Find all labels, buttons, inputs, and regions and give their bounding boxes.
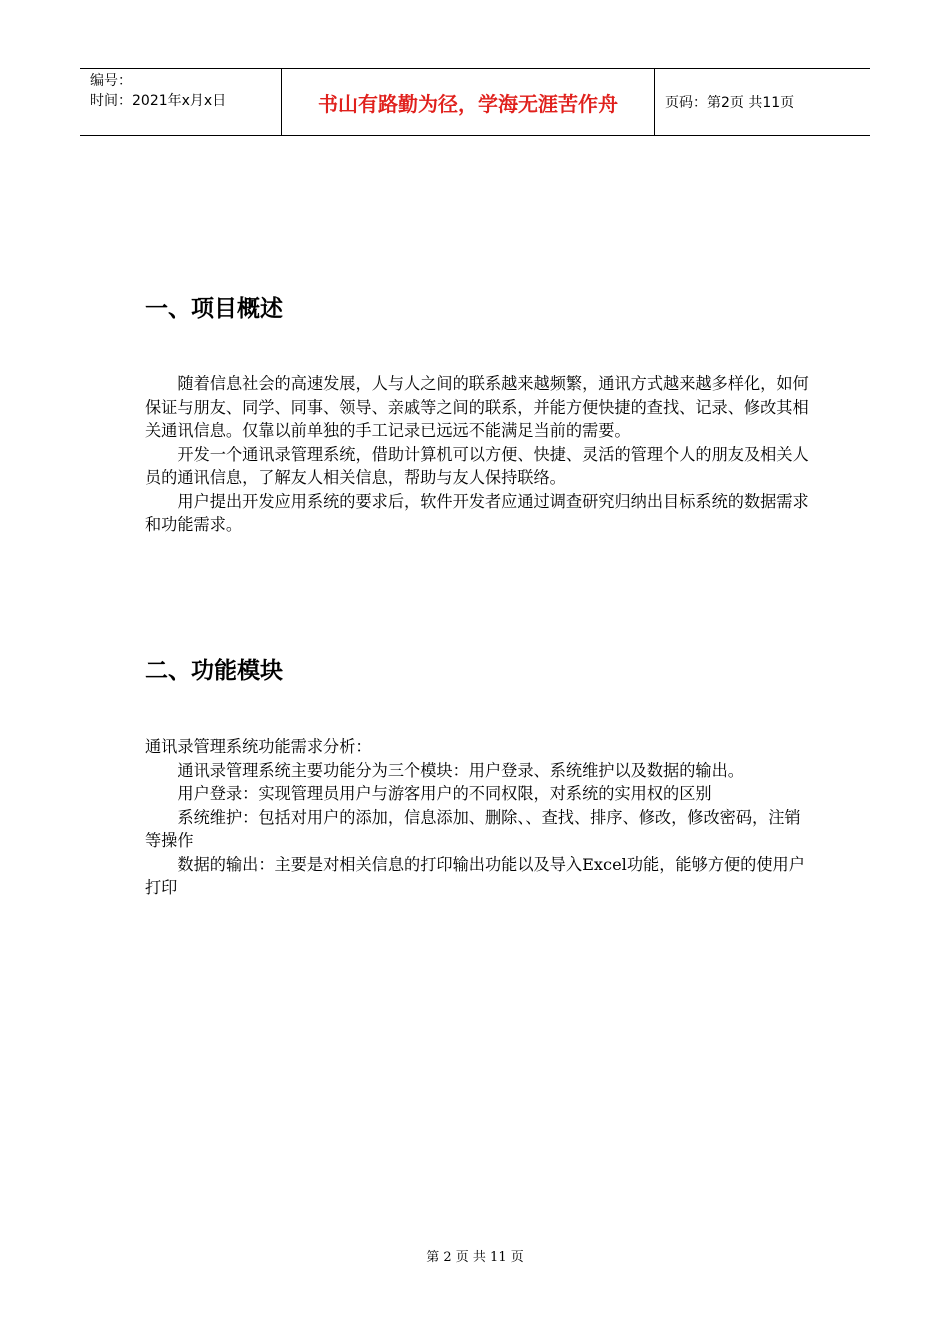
modules-paragraph: 用户登录：实现管理员用户与游客用户的不同权限，对系统的实用权的区别 (177, 784, 712, 803)
modules-paragraph: 通讯录管理系统主要功能分为三个模块：用户登录、系统维护以及数据的输出。 (177, 760, 744, 780)
header-page-cell (655, 69, 870, 135)
document-time-label: 时间：2021年x月x日 (90, 93, 227, 109)
overview-paragraph: 开发一个通讯录管理系统，借助计算机可以方便、快捷、灵活的管理个人的朋友及相关人员的通讯信息，了解友人相关信息，帮助与友人保持联络。 (145, 444, 809, 487)
page-footer: 第 2 页 共 11 页 (426, 1250, 524, 1265)
header-motto-cell (282, 69, 655, 135)
modules-paragraph: 数据的输出：主要是对相关信息的打印输出功能以及导入Excel功能，能够方便的使用户打印 (145, 854, 805, 897)
section-modules-body (145, 735, 810, 900)
overview-paragraph: 用户提出开发应用系统的要求后，软件开发者应通过调查研究归纳出目标系统的数据需求和功能需求。 (145, 491, 809, 534)
header-page-info: 页码：第2页 共11页 (665, 95, 795, 111)
modules-paragraph: 系统维护：包括对用户的添加，信息添加、删除、、查找、排序、修改，修改密码，注销等操作 (145, 807, 801, 850)
overview-paragraph: 随着信息社会的高速发展，人与人之间的联系越来越频繁，通讯方式越来越多样化，如何保证与朋友、同学、同事、领导、亲戚等之间的联系，并能方便快捷的查找、记录、修改其相关通讯信息。仅靠以前单独的手工记录已远远不能满足当前的需要。 (145, 374, 809, 440)
header-meta-cell (80, 69, 282, 135)
section-title-overview: 一、项目概述 (145, 296, 283, 322)
header-table (80, 68, 870, 136)
modules-intro: 通讯录管理系统功能需求分析： (145, 737, 372, 756)
header-motto: 书山有路勤为径，学海无涯苦作舟 (318, 91, 618, 116)
section-title-modules: 二、功能模块 (145, 658, 283, 684)
document-number-label: 编号： (90, 73, 132, 89)
section-overview-body (145, 372, 810, 537)
